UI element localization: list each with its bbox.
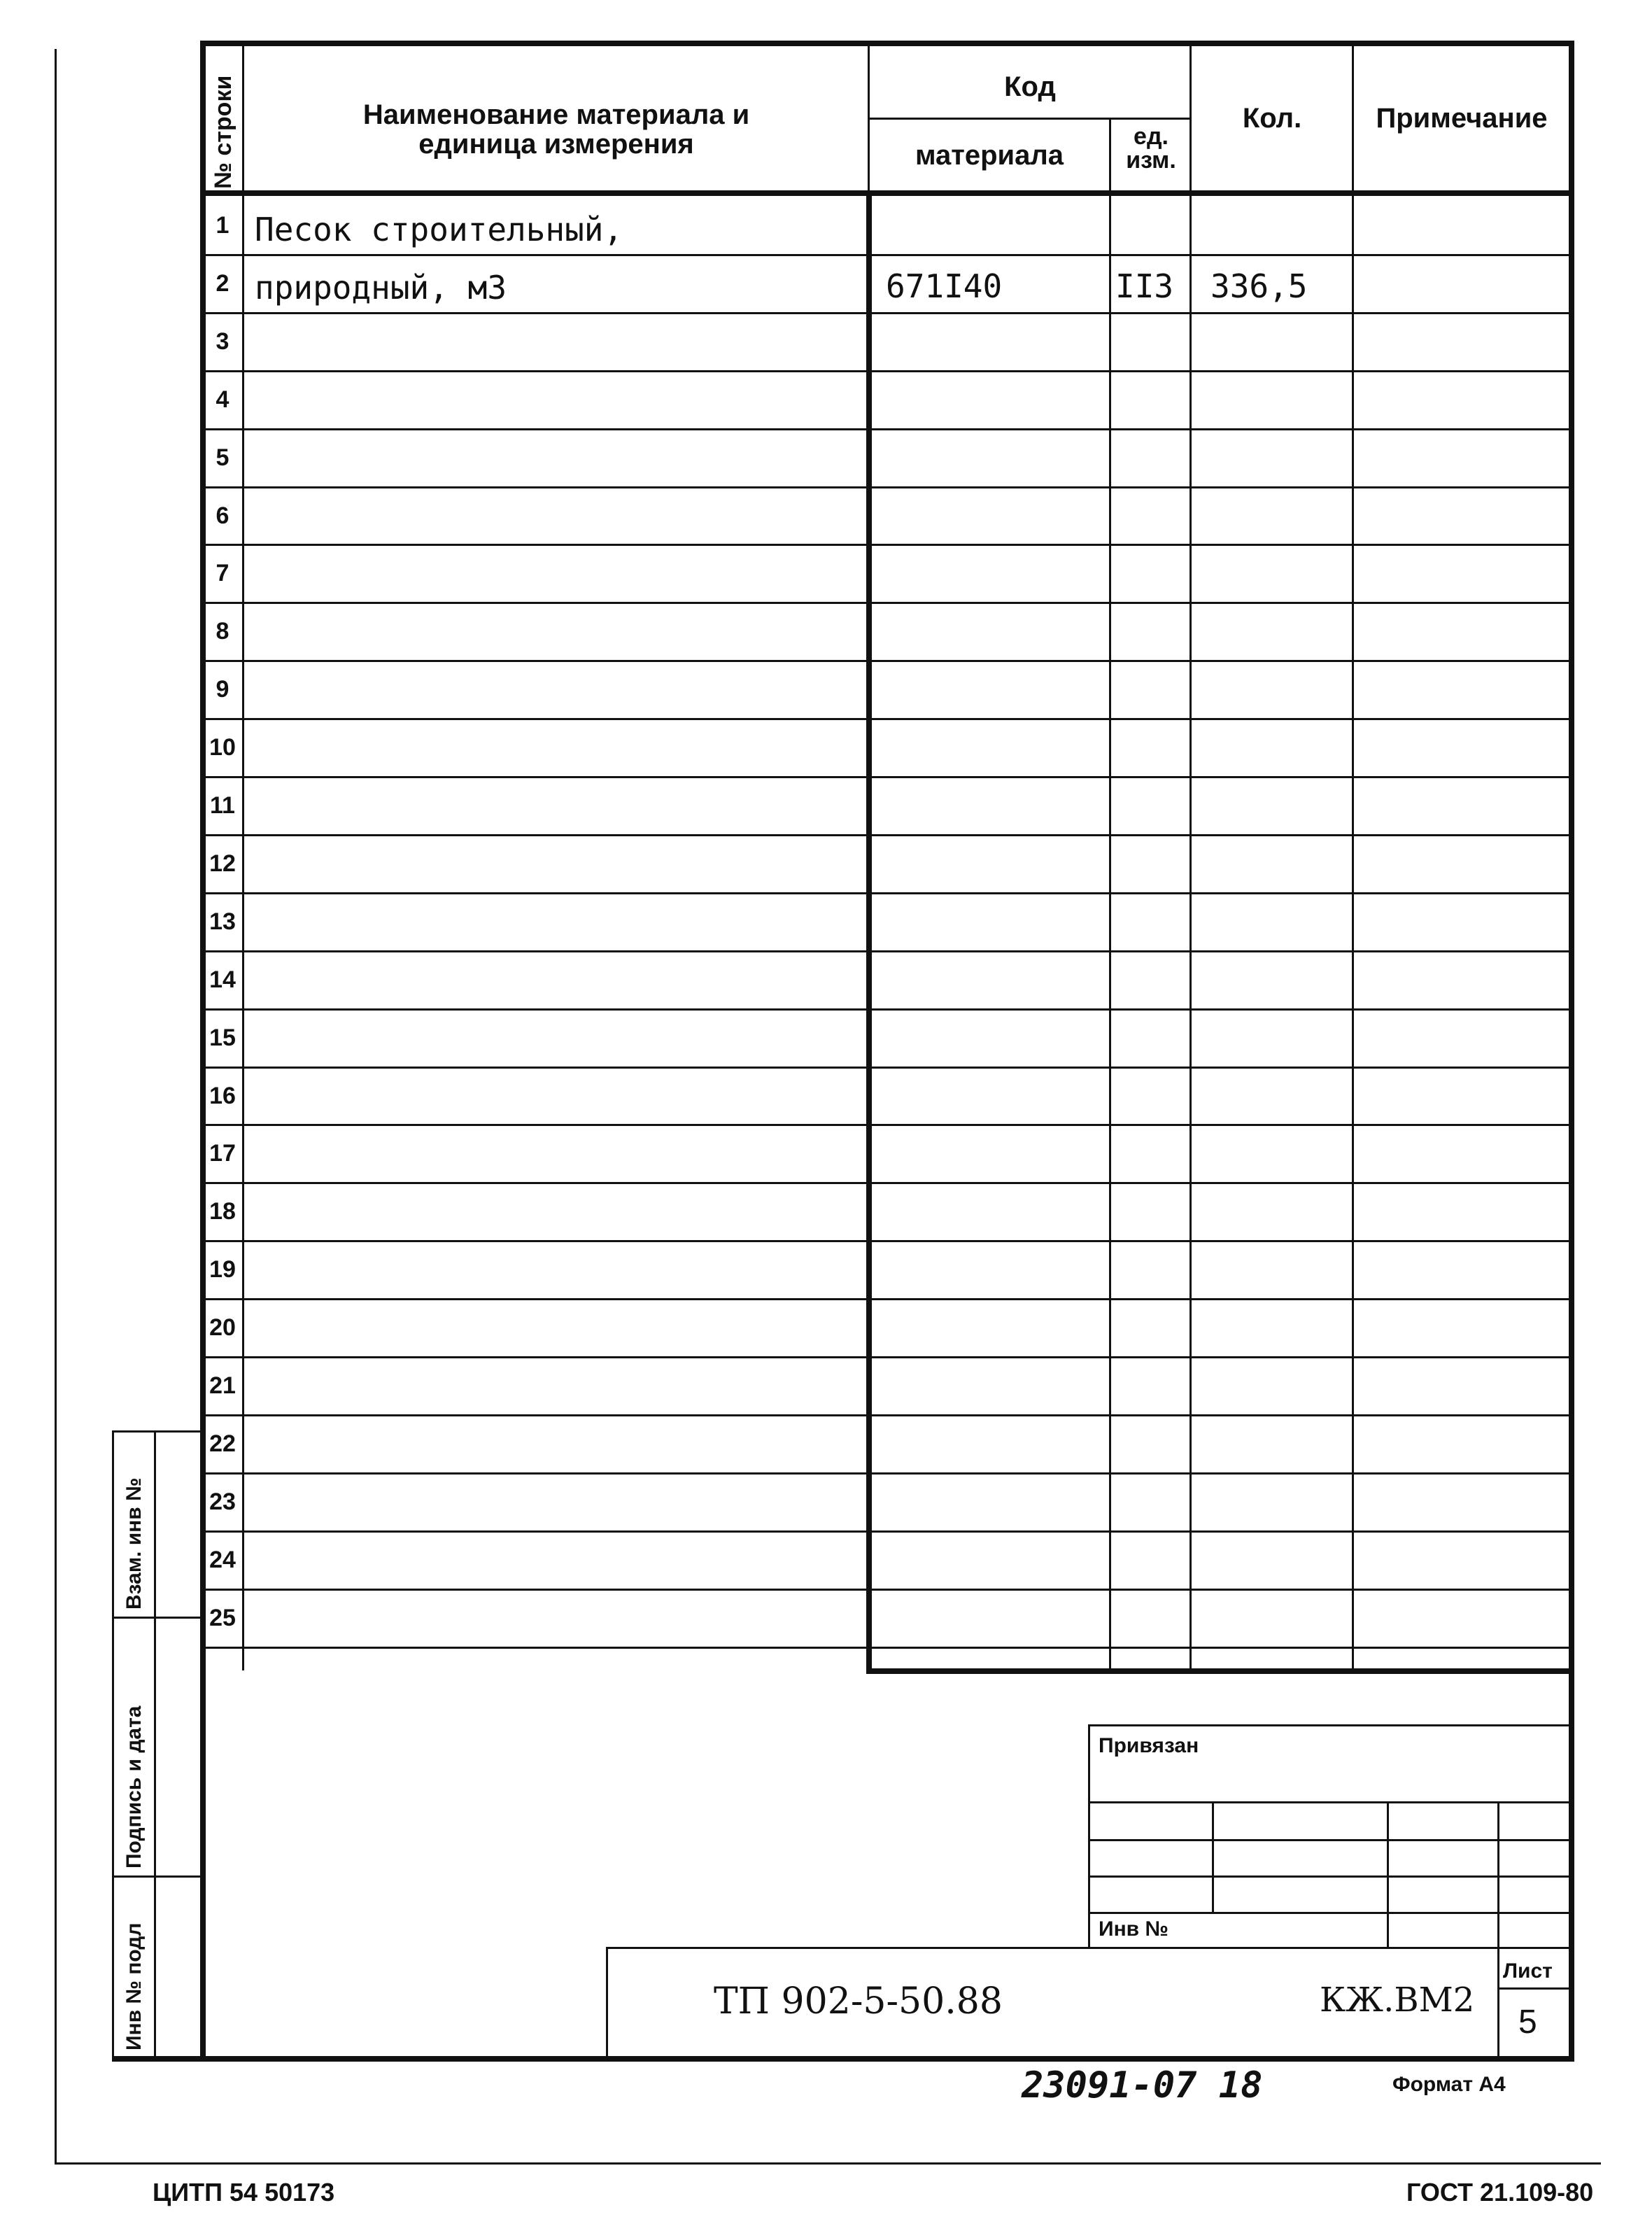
frame-right bbox=[1569, 41, 1574, 2060]
title-block-top-right bbox=[1088, 1724, 1572, 1726]
row-number: 20 bbox=[209, 1314, 236, 1342]
col-divider-code bbox=[1109, 119, 1111, 1670]
side-stamp-split-1 bbox=[112, 1617, 203, 1619]
row-separator bbox=[203, 428, 1571, 430]
header-unit-line2: изм. bbox=[1126, 147, 1176, 174]
header-code-split bbox=[868, 118, 1189, 120]
title-block-line-b bbox=[1088, 1839, 1572, 1841]
title-block-line-a bbox=[1088, 1801, 1572, 1803]
title-block-vert-2 bbox=[1387, 1801, 1389, 1948]
title-block-vert-1 bbox=[1212, 1801, 1214, 1912]
row-separator bbox=[203, 1240, 1571, 1242]
row-name: Песок строительный, bbox=[255, 211, 623, 248]
side-stamp-vzam: Взам. инв № bbox=[122, 1477, 146, 1610]
row-number: 21 bbox=[209, 1372, 236, 1399]
header-note: Примечание bbox=[1376, 103, 1548, 134]
row-number: 24 bbox=[209, 1546, 236, 1573]
row-separator bbox=[203, 1067, 1571, 1069]
col-divider-rownum bbox=[242, 43, 244, 1670]
row-number: 5 bbox=[216, 444, 230, 471]
row-number: 9 bbox=[216, 676, 230, 703]
title-main-top bbox=[606, 1947, 1572, 1949]
side-stamp-inv-podl: Инв № подл bbox=[122, 1922, 146, 2050]
document-code: КЖ.ВМ2 bbox=[1320, 1980, 1475, 2020]
row-number: 8 bbox=[216, 618, 230, 645]
row-separator bbox=[203, 660, 1571, 662]
row-separator bbox=[203, 1472, 1571, 1475]
row-number: 14 bbox=[209, 966, 236, 993]
frame-top bbox=[203, 41, 1573, 46]
side-stamp-top bbox=[112, 1430, 203, 1433]
header-row-number: № строки bbox=[210, 75, 236, 189]
title-main-left bbox=[606, 1947, 608, 2059]
format-label: Формат А4 bbox=[1392, 2073, 1506, 2096]
side-stamp-split-2 bbox=[112, 1875, 203, 1878]
row-number: 3 bbox=[216, 328, 230, 355]
frame-bottom-outer bbox=[55, 2162, 1601, 2165]
frame-bottom bbox=[112, 2056, 1574, 2062]
handwritten-number: 23091-07 18 bbox=[1022, 2064, 1263, 2106]
row-number: 13 bbox=[209, 908, 236, 935]
row-number: 18 bbox=[209, 1198, 236, 1225]
header-bottom bbox=[203, 190, 1573, 196]
row-separator bbox=[203, 544, 1571, 546]
row-separator bbox=[203, 1182, 1571, 1184]
row-number: 23 bbox=[209, 1488, 236, 1515]
row-separator bbox=[203, 950, 1571, 952]
privyazan-label: Привязан bbox=[1099, 1734, 1199, 1757]
document-number: ТП 902-5-50.88 bbox=[714, 1980, 1003, 2022]
side-stamp-podpis: Подпись и дата bbox=[122, 1705, 146, 1868]
table-body-bottom bbox=[866, 1668, 1573, 1674]
row-number: 4 bbox=[216, 386, 230, 413]
row-separator bbox=[203, 834, 1571, 836]
row-separator bbox=[203, 254, 1571, 256]
row-number: 6 bbox=[216, 502, 230, 529]
row-separator bbox=[203, 1008, 1571, 1011]
sheet-label: Лист bbox=[1503, 1959, 1553, 1983]
title-block-line-c bbox=[1088, 1875, 1572, 1878]
title-block-line-d bbox=[1088, 1912, 1572, 1914]
inv-no-label: Инв № bbox=[1099, 1917, 1169, 1941]
row-number: 2 bbox=[216, 269, 230, 297]
row-number: 22 bbox=[209, 1430, 236, 1457]
row-number: 19 bbox=[209, 1256, 236, 1283]
row-separator bbox=[203, 602, 1571, 604]
header-material: материала bbox=[915, 140, 1064, 171]
sheet-number: 5 bbox=[1518, 2004, 1537, 2041]
row-separator bbox=[203, 1530, 1571, 1533]
row-number: 11 bbox=[210, 792, 235, 819]
row-separator bbox=[203, 776, 1571, 778]
row-number: 12 bbox=[209, 850, 236, 877]
row-separator bbox=[203, 718, 1571, 720]
row-material-code: 671I40 bbox=[886, 267, 1003, 305]
sheet-box-split bbox=[1497, 1987, 1573, 1990]
row-quantity: 336,5 bbox=[1210, 267, 1308, 305]
row-number: 17 bbox=[209, 1140, 236, 1167]
row-separator bbox=[203, 1298, 1571, 1300]
row-separator bbox=[203, 1589, 1571, 1591]
row-separator bbox=[203, 1647, 1571, 1649]
publisher-stamp: ЦИТП 54 50173 bbox=[153, 2178, 335, 2207]
row-name: природный, м3 bbox=[255, 268, 507, 307]
title-block-left-upper bbox=[1088, 1724, 1090, 1948]
row-separator bbox=[203, 312, 1571, 314]
side-stamp-outer-line bbox=[112, 1430, 114, 2057]
row-separator bbox=[203, 370, 1571, 372]
row-number: 15 bbox=[209, 1024, 236, 1051]
row-separator bbox=[203, 486, 1571, 488]
row-number: 7 bbox=[216, 560, 230, 587]
header-code: Код bbox=[1004, 71, 1056, 102]
side-stamp-inner-line bbox=[154, 1430, 156, 2057]
row-separator bbox=[203, 892, 1571, 894]
row-separator bbox=[203, 1124, 1571, 1126]
title-block-vert-3 bbox=[1497, 1801, 1499, 2060]
row-separator bbox=[203, 1356, 1571, 1358]
row-number: 25 bbox=[209, 1604, 236, 1631]
row-number: 1 bbox=[216, 212, 230, 239]
header-name-line1: Наименование материала и bbox=[362, 99, 750, 130]
code-area-left-border bbox=[866, 196, 872, 1671]
header-qty: Кол. bbox=[1242, 103, 1302, 134]
standard-label: ГОСТ 21.109-80 bbox=[1406, 2178, 1594, 2207]
row-number: 16 bbox=[209, 1082, 236, 1109]
col-divider-qty bbox=[1352, 43, 1354, 1670]
header-unit-line1: ед. bbox=[1134, 123, 1169, 150]
header-name-line2: единица измерения bbox=[418, 129, 694, 160]
row-number: 10 bbox=[209, 734, 236, 761]
binding-margin-line bbox=[55, 49, 57, 2162]
row-separator bbox=[203, 1414, 1571, 1416]
col-divider-unit bbox=[1189, 43, 1192, 1670]
row-unit-code: II3 bbox=[1115, 267, 1174, 305]
